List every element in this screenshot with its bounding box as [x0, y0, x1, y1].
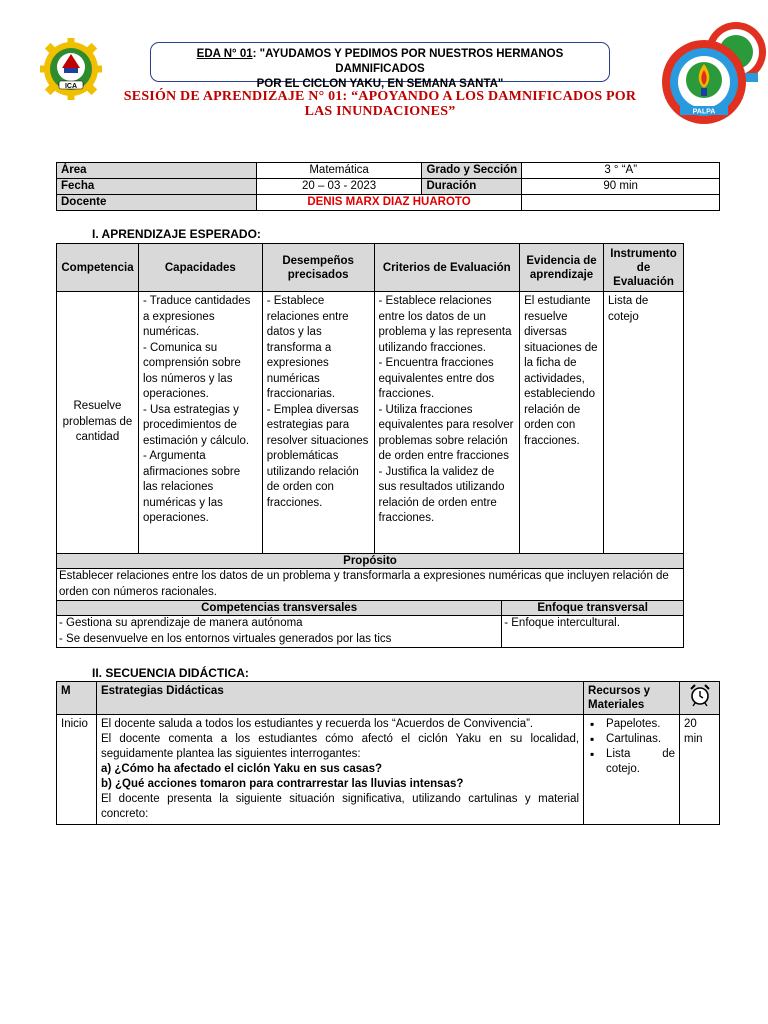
proposito-label: Propósito — [57, 554, 684, 569]
capacidad-item: - Usa estrategias y procedimientos de estimación y cálculo. — [142, 403, 250, 447]
grado-label: Grado y Sección — [422, 163, 522, 179]
session-title-line2: LAS INUNDACIONES” — [304, 104, 456, 119]
ugel-ica-logo — [40, 38, 102, 100]
eda-text-line1: : "AYUDAMOS Y PEDIMOS POR NUESTROS HERMANOS DAMNIFICADOS — [252, 48, 564, 75]
section2-heading: II. SECUENCIA DIDÁCTICA: — [92, 666, 249, 680]
learning-table — [56, 243, 684, 601]
col-criterios: Criterios de Evaluación — [374, 244, 520, 292]
docente-empty-cell — [522, 195, 720, 211]
alarm-clock-icon — [688, 683, 712, 707]
col-recursos: Recursos y Materiales — [584, 682, 680, 715]
area-label: Àrea — [57, 163, 257, 179]
docente-label: Docente — [57, 195, 257, 211]
section1-heading: I. APRENDIZAJE ESPERADO: — [92, 227, 261, 241]
col-desempenos: Desempeños precisados — [262, 244, 374, 292]
capacidad-item: - Traduce cantidades a expresiones numéricas. — [142, 295, 251, 338]
docente-value: DENIS MARX DIAZ HUAROTO — [256, 195, 522, 211]
col-evidencia: Evidencia de aprendizaje — [520, 244, 604, 292]
evidencia-cell: El estudiante resuelve diversas situaciones de la ficha de actividades, estableciendo relación de orden con fracciones. — [520, 292, 604, 554]
desempeno-item: - Emplea diversas estrategias para resolver situaciones problemáticas utilizando relación de orden con fracciones. — [266, 403, 369, 509]
session-title-line1: SESIÓN DE APRENDIZAJE N° 01: “APOYANDO A LOS DAMNIFICADOS POR — [123, 89, 637, 104]
col-capacidades: Capacidades — [138, 244, 262, 292]
school-palpa-logo — [660, 18, 768, 128]
proposito-text: Establecer relaciones entre los datos de un problema y transformarla a expresiones numéricas que incluyen relación de orden con números racionales. — [57, 569, 684, 601]
desempenos-cell — [262, 292, 374, 554]
criterio-item: - Utiliza fracciones equivalentes para resolver problemas sobre relación de orden entre fracciones — [378, 403, 514, 462]
estrategia-p3: El docente presenta la siguiente situación significativa, utilizando cartulinas y material concreto: — [100, 793, 580, 820]
left-logo-text: ICA — [64, 83, 78, 90]
info-table — [56, 162, 720, 211]
moment-cell: Inicio — [57, 715, 97, 825]
criterios-cell — [374, 292, 520, 554]
criterio-item: - Encuentra fracciones equivalentes entre dos fracciones. — [378, 357, 495, 400]
grado-value: 3 ° “A” — [522, 163, 720, 179]
eda-label: EDA N° 01 — [196, 48, 253, 60]
desempeno-item: - Establece relaciones entre datos y las transforma a expresiones numéricas fraccionarias. — [266, 295, 349, 400]
estrategia-q1: a) ¿Cómo ha afectado el ciclón Yaku en sus casas? — [100, 763, 382, 775]
eda-text-line2: POR EL CICLON YAKU, EN SEMANA SANTA" — [256, 78, 504, 90]
comp-trans-item: - Se desenvuelve en los entornos virtuales generados por las tics — [59, 632, 392, 645]
session-title — [110, 89, 650, 119]
transversal-table — [56, 600, 684, 648]
estrategia-p2: El docente comenta a los estudiantes cómo afectó el ciclón Yaku en su localidad, seguidamente plantea las siguientes interrogantes: — [100, 733, 580, 760]
clock-header — [680, 682, 720, 715]
duracion-value: 90 min — [522, 179, 720, 195]
sequence-table — [56, 681, 720, 825]
competencia-cell: Resuelve problemas de cantidad — [57, 292, 139, 554]
estrategia-q2: b) ¿Qué acciones tomaron para contrarrestar las lluvias intensas? — [100, 778, 464, 790]
capacidad-item: - Comunica su comprensión sobre los números y las operaciones. — [142, 341, 241, 400]
tiempo-cell: 20 min — [680, 715, 720, 825]
right-logo-text: PALPA — [692, 108, 716, 116]
fecha-value: 20 – 03 - 2023 — [256, 179, 422, 195]
enfoque-value: - Enfoque intercultural. — [502, 616, 684, 648]
eda-title-box — [150, 42, 610, 90]
recurso-item: ▪ Papelotes. — [588, 717, 675, 732]
estrategia-p1: El docente saluda a todos los estudiantes y recuerda los “Acuerdos de Convivencia”. — [100, 718, 534, 730]
recurso-item: ▪ Cartulinas. — [588, 732, 675, 747]
col-m: M — [57, 682, 97, 715]
instrumento-cell: Lista de cotejo — [604, 292, 684, 554]
col-estrategias: Estrategias Didácticas — [96, 682, 583, 715]
recursos-cell — [584, 715, 680, 825]
duracion-label: Duración — [422, 179, 522, 195]
col-competencia: Competencia — [57, 244, 139, 292]
comp-trans-cell — [57, 616, 502, 648]
capacidad-item: - Argumenta afirmaciones sobre las relaciones numéricas y las operaciones. — [142, 450, 241, 524]
comp-trans-label: Competencias transversales — [57, 601, 502, 616]
area-value: Matemática — [256, 163, 422, 179]
comp-trans-item: - Gestiona su aprendizaje de manera autónoma — [59, 617, 303, 629]
col-instrumento: Instrumento de Evaluación — [604, 244, 684, 292]
capacidades-cell — [138, 292, 262, 554]
estrategias-cell — [96, 715, 583, 825]
criterio-item: - Justifica la validez de sus resultados utilizando relación de orden entre fracciones. — [378, 465, 505, 524]
criterio-item: - Establece relaciones entre los datos de un problema y las representa utilizando fracciones. — [378, 295, 512, 354]
recurso-item: ▪ Lista de cotejo. — [588, 747, 675, 777]
fecha-label: Fecha — [57, 179, 257, 195]
enfoque-label: Enfoque transversal — [502, 601, 684, 616]
